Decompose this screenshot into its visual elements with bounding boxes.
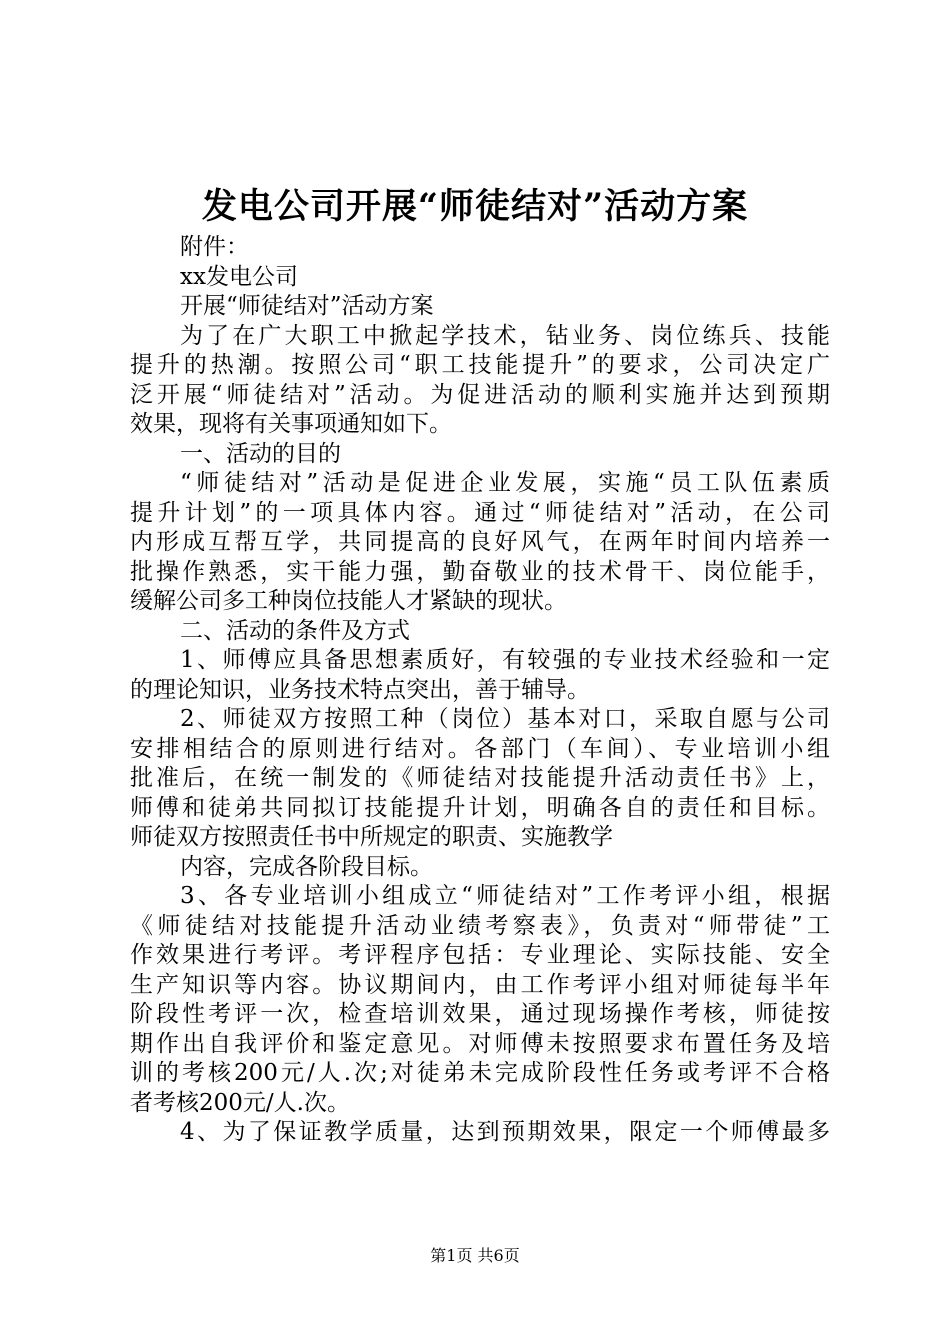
company-name: xx发电公司: [180, 263, 298, 290]
body-line: 2、师徒双方按照工种（岗位）基本对口，采取自愿与公司: [180, 706, 830, 732]
body-line: 的理论知识，业务技术特点突出，善于辅导。: [130, 676, 590, 703]
body-line: 师傅和徒弟共同拟订技能提升计划，明确各自的责任和目标。: [130, 794, 830, 821]
body-line: 为了在广大职工中掀起学技术，钻业务、岗位练兵、技能: [180, 322, 830, 349]
document-body: [130, 233, 830, 1148]
subtitle: 开展“师徒结对”活动方案: [180, 293, 434, 319]
body-line: 《师徒结对技能提升活动业绩考察表》，负责对“师带徒”工: [130, 912, 830, 939]
body-line: 期作出自我评价和鉴定意见。对师傅未按照要求布置任务及培: [130, 1030, 830, 1057]
body-line: 泛开展“师徒结对”活动。为促进活动的顺利实施并达到预期: [130, 381, 830, 408]
attachment-label: 附件：: [180, 234, 249, 260]
body-line: 1、师傅应具备思想素质好，有较强的专业技术经验和一定: [180, 647, 830, 673]
body-line: 内形成互帮互学，共同提高的良好风气，在两年时间内培养一: [130, 529, 830, 555]
section-heading: 二、活动的条件及方式: [180, 617, 410, 644]
body-line: 批准后，在统一制发的《师徒结对技能提升活动责任书》上，: [130, 765, 830, 791]
body-line: 4、为了保证教学质量，达到预期效果，限定一个师傅最多: [180, 1119, 830, 1145]
page-footer: 第1页 共6页: [430, 1246, 520, 1265]
body-line: 3、各专业培训小组成立“师徒结对”工作考评小组，根据: [180, 883, 830, 909]
section-heading: 一、活动的目的: [180, 440, 341, 467]
body-line: 提升的热潮。按照公司“职工技能提升”的要求，公司决定广: [130, 352, 830, 378]
body-line: 生产知识等内容。协议期间内，由工作考评小组对师徒每半年: [130, 971, 830, 998]
body-line: 内容，完成各阶段目标。: [180, 853, 433, 880]
body-line: 效果，现将有关事项通知如下。: [130, 411, 452, 437]
body-line: 师徒双方按照责任书中所规定的职责、实施教学: [130, 824, 613, 850]
body-line: 训的考核200元/人.次;对徒弟未完成阶段性任务或考评不合格: [130, 1060, 830, 1086]
document-title: 发电公司开展“师徒结对”活动方案: [201, 186, 749, 227]
body-line: 者考核200元/人.次。: [130, 1089, 350, 1116]
body-line: 批操作熟悉，实干能力强，勤奋敬业的技术骨干、岗位能手，: [130, 558, 830, 585]
body-line: 作效果进行考评。考评程序包括：专业理论、实际技能、安全: [130, 942, 830, 968]
body-line: 缓解公司多工种岗位技能人才紧缺的现状。: [130, 588, 567, 614]
body-line: 提升计划”的一项具体内容。通过“师徒结对”活动，在公司: [130, 499, 830, 526]
body-line: 阶段性考评一次，检查培训效果，通过现场操作考核，师徒按: [130, 1001, 830, 1027]
body-line: “师徒结对”活动是促进企业发展，实施“员工队伍素质: [180, 470, 830, 496]
body-line: 安排相结合的原则进行结对。各部门（车间）、专业培训小组: [130, 735, 830, 762]
